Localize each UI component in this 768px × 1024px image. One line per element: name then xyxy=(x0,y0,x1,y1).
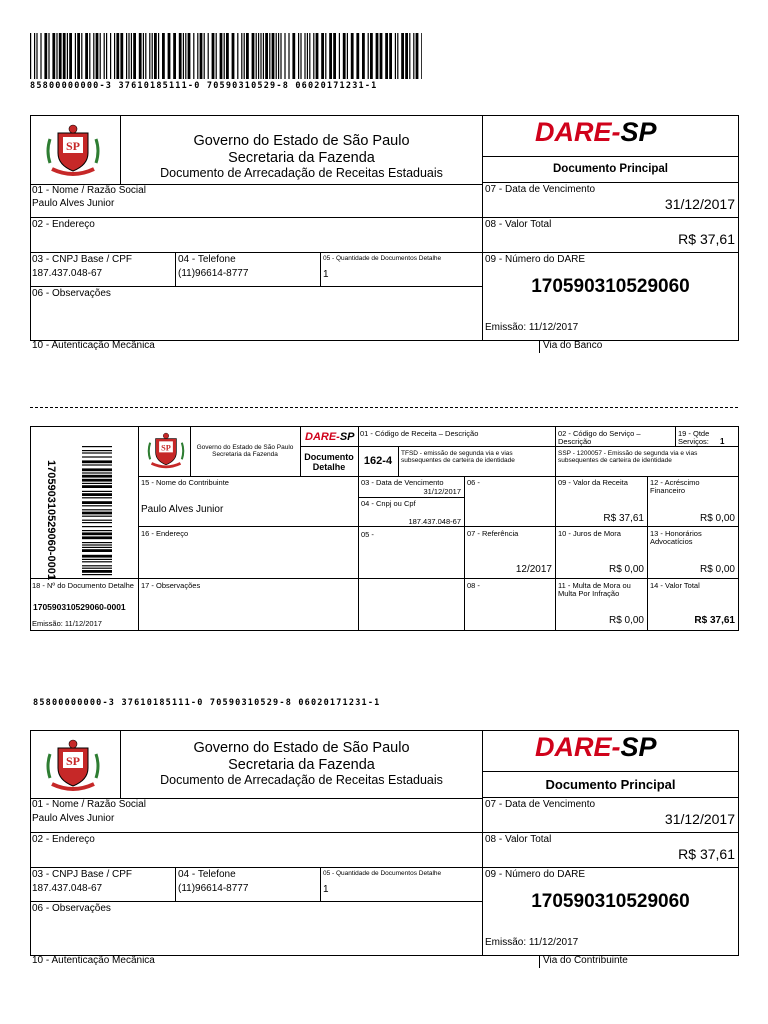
barcode-bar xyxy=(298,33,299,79)
barcode-bar xyxy=(82,530,112,531)
barcode-bar xyxy=(232,33,235,79)
label-nome: 01 - Nome / Razão Social xyxy=(32,185,146,196)
barcode-bar xyxy=(263,33,264,79)
barcode-bar xyxy=(126,33,127,79)
doc-detalhe-l2: Detalhe xyxy=(312,462,346,472)
det-header-gov: Governo do Estado de São Paulo xyxy=(196,444,294,451)
barcode-bar xyxy=(333,33,336,79)
det-label-08: 08 - xyxy=(467,581,480,590)
barcode-bar xyxy=(351,33,354,79)
header-gov: Governo do Estado de São Paulo xyxy=(193,133,410,149)
barcode-bar xyxy=(81,33,82,79)
barcode-bar xyxy=(321,33,324,79)
cut-line xyxy=(30,407,738,408)
barcode-bar xyxy=(82,464,112,465)
label-numero-dare-2: 09 - Número do DARE xyxy=(485,869,586,880)
barcode-bar xyxy=(82,565,112,566)
barcode-bar xyxy=(110,33,111,79)
barcode-bar xyxy=(143,33,144,79)
doc-detalhe-l1: Documento xyxy=(304,452,354,462)
det-label-14: 14 - Valor Total xyxy=(650,581,700,590)
barcode-bar xyxy=(244,33,245,79)
barcode-bar xyxy=(149,33,150,79)
det-value-12: R$ 0,00 xyxy=(699,513,735,524)
barcode-bar xyxy=(69,33,72,79)
header-doc: Documento de Arrecadação de Receitas Estaduais xyxy=(160,166,443,180)
barcode-bar xyxy=(96,33,99,79)
barcode-bar xyxy=(416,33,419,79)
codigo-receita: 162-4 xyxy=(363,455,393,467)
header-sec-2: Secretaria da Fazenda xyxy=(228,757,375,773)
value-valor-total-2: R$ 37,61 xyxy=(678,846,735,862)
det-label-04: 04 - Cnpj ou Cpf xyxy=(361,499,416,508)
det-label-16: 16 - Endereço xyxy=(141,529,189,538)
barcode-bar xyxy=(82,542,112,543)
barcode-bar xyxy=(82,501,112,504)
barcode-bar xyxy=(185,33,186,79)
sp-coat-of-arms-logo xyxy=(44,123,102,179)
barcode-digits-bottom: 85800000000-3 37610185111-0 70590310529-8 06020171231-1 xyxy=(33,698,381,708)
det-value-07: 12/2017 xyxy=(515,564,552,575)
label-autenticacao: 10 - Autenticação Mecânica xyxy=(32,340,155,351)
det-value-15: Paulo Alves Junior xyxy=(141,504,224,515)
barcode-bar xyxy=(168,33,171,79)
label-vencimento-2: 07 - Data de Vencimento xyxy=(485,799,596,810)
barcode-bar xyxy=(316,33,319,79)
barcode-bar xyxy=(82,574,112,575)
barcode-bar xyxy=(82,472,112,473)
barcode-bar xyxy=(82,532,112,535)
barcode-bar xyxy=(82,544,112,545)
barcode-bar xyxy=(208,33,209,79)
barcode-bar xyxy=(82,505,112,506)
barcode-bar xyxy=(82,555,112,558)
barcode-bar xyxy=(104,33,105,79)
barcode-bar xyxy=(82,526,112,527)
sp-coat-of-arms-logo-small xyxy=(146,431,186,471)
barcode-bar xyxy=(304,33,305,79)
svg-text:SP: SP xyxy=(65,139,81,153)
barcode-bar xyxy=(52,33,55,79)
barcode-bar xyxy=(237,33,238,79)
label-cpf-2: 03 - CNPJ Base / CPF xyxy=(32,869,133,880)
barcode-bar xyxy=(93,33,94,79)
value-qtde-docs-2: 1 xyxy=(323,884,329,895)
value-qtde-docs: 1 xyxy=(323,269,329,280)
label-nome-2: 01 - Nome / Razão Social xyxy=(32,799,146,810)
barcode-bar xyxy=(48,33,49,79)
barcode-bar xyxy=(376,33,379,79)
label-qtde-docs-2: 05 - Quantidade de Documentos Detalhe xyxy=(323,870,442,877)
barcode-bar xyxy=(173,33,176,79)
barcode-bar xyxy=(343,33,346,79)
barcode-bar xyxy=(82,509,112,510)
barcode-bar xyxy=(82,493,112,496)
barcode-bar xyxy=(183,33,184,79)
barcode-bar xyxy=(241,33,242,79)
value-cpf-2: 187.437.048-67 xyxy=(32,883,103,894)
barcode-bar xyxy=(329,33,332,79)
barcode-bar xyxy=(260,33,261,79)
det-label-01: 01 - Código de Receita – Descrição xyxy=(360,429,479,438)
barcode-bar xyxy=(405,33,408,79)
barcode-bar xyxy=(128,33,129,79)
det-label-17: 17 - Observações xyxy=(141,581,201,590)
barcode-bar xyxy=(30,33,31,79)
svg-text:SP: SP xyxy=(161,443,171,453)
label-telefone-2: 04 - Telefone xyxy=(178,869,236,880)
barcode-bar xyxy=(200,33,203,79)
det-value-11: R$ 0,00 xyxy=(608,615,644,626)
doc-principal-title: Documento Principal xyxy=(552,163,669,175)
via-contribuinte: Via do Contribuinte xyxy=(543,955,628,966)
det-value-03: 31/12/2017 xyxy=(423,487,461,496)
barcode-bar xyxy=(40,33,41,79)
barcode-bar xyxy=(44,33,47,79)
barcode-bar xyxy=(409,33,410,79)
value-cpf: 187.437.048-67 xyxy=(32,268,103,279)
barcode-bar xyxy=(63,33,66,79)
barcode-bar xyxy=(397,33,398,79)
barcode-bar xyxy=(288,33,289,79)
sp-coat-of-arms-logo-2 xyxy=(44,738,102,794)
barcode-bar xyxy=(82,516,112,517)
svg-text:SP: SP xyxy=(65,754,81,768)
label-telefone: 04 - Telefone xyxy=(178,254,236,265)
det-value-04: 187.437.048-67 xyxy=(408,517,461,526)
barcode-bar xyxy=(265,33,268,79)
barcode-bar xyxy=(389,33,392,79)
label-vencimento: 07 - Data de Vencimento xyxy=(485,184,596,195)
det-value-10: R$ 0,00 xyxy=(608,564,644,575)
barcode-bar xyxy=(421,33,422,79)
det-label-11: 11 - Multa de Mora ou Multa Por Infração xyxy=(558,581,631,598)
barcode-bar xyxy=(36,33,37,79)
det-header-sec: Secretaria da Fazenda xyxy=(212,451,278,458)
barcode-bar xyxy=(82,520,112,521)
via-banco: Via do Banco xyxy=(543,340,603,351)
barcode-bar xyxy=(309,33,310,79)
det-emissao: Emissão: 11/12/2017 xyxy=(32,619,102,628)
label-valor-total-2: 08 - Valor Total xyxy=(485,834,552,845)
det-label-19: 19 - Qtde Serviços: xyxy=(678,429,710,446)
label-qtde-docs: 05 - Quantidade de Documentos Detalhe xyxy=(323,255,442,262)
det-label-15: 15 - Nome do Contribuinte xyxy=(141,478,229,487)
barcode-bar xyxy=(85,33,88,79)
barcode-bar xyxy=(280,33,281,79)
barcode-bar xyxy=(224,33,225,79)
barcode-bar xyxy=(220,33,223,79)
det-label-06: 06 - xyxy=(467,478,480,487)
barcode-bar xyxy=(120,33,123,79)
barcode-bar xyxy=(82,491,112,492)
emissao-2: Emissão: 11/12/2017 xyxy=(485,937,579,948)
barcode-bar xyxy=(82,559,112,560)
barcode-bar xyxy=(370,33,373,79)
barcode-bar xyxy=(82,512,112,515)
barcode-bar xyxy=(188,33,191,79)
label-observacoes: 06 - Observações xyxy=(32,288,111,299)
barcode-bar xyxy=(413,33,414,79)
barcode-bar xyxy=(82,549,112,552)
barcode-bar xyxy=(276,33,277,79)
barcode-bar xyxy=(82,456,112,457)
barcode-bar xyxy=(401,33,404,79)
barcode-bar xyxy=(82,483,112,484)
barcode-bar xyxy=(139,33,142,79)
barcode-bar xyxy=(82,522,112,523)
barcode-bar xyxy=(82,452,112,453)
barcode-bar xyxy=(82,485,112,488)
barcode-bar xyxy=(82,450,112,451)
dare-sp-logo: DARE-SP xyxy=(535,117,657,147)
dare-sp-logo-2: DARE-SP xyxy=(535,732,657,762)
barcode-bar xyxy=(339,33,340,79)
barcode-bar xyxy=(212,33,215,79)
barcode-bar xyxy=(292,33,295,79)
value-telefone: (11)96614-8777 xyxy=(178,268,249,279)
barcode-bar xyxy=(106,33,107,79)
barcode-bar xyxy=(256,33,257,79)
det-label-10: 10 - Juros de Mora xyxy=(558,529,621,538)
value-vencimento: 31/12/2017 xyxy=(664,196,735,212)
barcode-bar xyxy=(380,33,383,79)
barcode-bar xyxy=(82,497,112,498)
det-tfsd: TFSD - emissão de segunda via e vias subsequentes de carteira de identidade xyxy=(401,450,515,464)
barcode-bar xyxy=(154,33,157,79)
barcode-bar xyxy=(82,460,112,463)
barcode-bar xyxy=(82,561,112,562)
value-numero-dare-2: 170590310529060 xyxy=(531,891,690,912)
barcode-bar xyxy=(356,33,359,79)
barcode-bar xyxy=(204,33,205,79)
det-ssp: SSP - 1200057 - Emissão de segunda via e vias subsequentes de carteira de identidade xyxy=(558,450,698,464)
barcode-bar xyxy=(59,33,62,79)
barcode-bar xyxy=(75,33,76,79)
barcode-bar xyxy=(116,33,119,79)
barcode-bar xyxy=(179,33,182,79)
det-label-07: 07 - Referência xyxy=(467,529,519,538)
barcode-bar xyxy=(300,33,301,79)
barcode-bar xyxy=(325,33,326,79)
barcode-bar xyxy=(226,33,229,79)
barcode-bar xyxy=(197,33,198,79)
barcode-bar xyxy=(284,33,285,79)
label-observacoes-2: 06 - Observações xyxy=(32,903,111,914)
barcode-bar xyxy=(152,33,153,79)
barcode-vertical xyxy=(82,446,112,576)
barcode-bar xyxy=(77,33,80,79)
label-autenticacao-2: 10 - Autenticação Mecânica xyxy=(32,955,155,966)
dare-sp-logo-small: DARE-SP xyxy=(305,431,355,443)
barcode-bar xyxy=(258,33,259,79)
barcode-bar xyxy=(162,33,165,79)
value-nome-2: Paulo Alves Junior xyxy=(32,813,115,824)
value-numero-dare: 170590310529060 xyxy=(531,276,690,297)
header-gov-2: Governo do Estado de São Paulo xyxy=(193,740,410,756)
label-numero-dare: 09 - Número do DARE xyxy=(485,254,586,265)
det-value-18: 170590310529060-0001 xyxy=(33,602,126,612)
barcode-digits-top: 85800000000-3 37610185111-0 70590310529-8 06020171231-1 xyxy=(30,81,378,91)
header-doc-2: Documento de Arrecadação de Receitas Estaduais xyxy=(160,773,443,787)
barcode-bar xyxy=(252,33,255,79)
label-valor-total: 08 - Valor Total xyxy=(485,219,552,230)
header-sec: Secretaria da Fazenda xyxy=(228,150,375,166)
barcode-bar xyxy=(82,468,112,471)
det-label-03: 03 - Data de Vencimento xyxy=(361,478,444,487)
barcode-bar xyxy=(269,33,270,79)
barcode-bar xyxy=(82,536,112,539)
barcode-bar xyxy=(131,33,132,79)
value-telefone-2: (11)96614-8777 xyxy=(178,883,249,894)
barcode-bar xyxy=(307,33,308,79)
det-value-14: R$ 37,61 xyxy=(694,615,735,626)
barcode-bar xyxy=(34,33,35,79)
barcode-bar xyxy=(158,33,159,79)
label-endereco-2: 02 - Endereço xyxy=(32,834,95,845)
barcode-bar xyxy=(82,570,112,573)
barcode-bar xyxy=(100,33,101,79)
barcode-bar xyxy=(368,33,369,79)
value-nome: Paulo Alves Junior xyxy=(32,198,115,209)
det-label-09: 09 - Valor da Receita xyxy=(558,478,628,487)
barcode-bar xyxy=(145,33,146,79)
det-value-13: R$ 0,00 xyxy=(699,564,735,575)
barcode-bar xyxy=(56,33,57,79)
det-value-09: R$ 37,61 xyxy=(603,513,644,524)
barcode-bar xyxy=(385,33,388,79)
det-label-05: 05 - xyxy=(361,530,374,539)
emissao: Emissão: 11/12/2017 xyxy=(485,322,579,333)
barcode-bar xyxy=(82,446,112,447)
barcode-bar xyxy=(216,33,217,79)
barcode-bar xyxy=(313,33,314,79)
barcode-bar xyxy=(89,33,90,79)
value-vencimento-2: 31/12/2017 xyxy=(664,811,735,827)
barcode-bar xyxy=(67,33,68,79)
det-label-02: 02 - Código do Serviço – Descrição xyxy=(558,429,641,446)
barcode-bar xyxy=(82,479,112,482)
barcode-bar xyxy=(193,33,194,79)
barcode-bar xyxy=(82,568,112,569)
det-label-18: 18 - Nº do Documento Detalhe xyxy=(32,581,134,590)
barcode-bar xyxy=(133,33,136,79)
barcode-bar xyxy=(347,33,348,79)
barcode-bar xyxy=(395,33,396,79)
barcode-bar xyxy=(82,475,112,478)
det-value-19: 1 xyxy=(720,437,725,446)
barcode-bar xyxy=(114,33,115,79)
det-label-12: 12 - Acréscimo Financeiro xyxy=(650,478,700,495)
barcode-bar xyxy=(278,33,279,79)
barcode-bar xyxy=(272,33,275,79)
barcode-bar xyxy=(362,33,365,79)
barcode-bar xyxy=(82,547,112,548)
side-doc-number: 170590310529060-0001 xyxy=(45,460,57,580)
doc-principal-title-2: Documento Principal xyxy=(545,777,676,792)
label-cpf: 03 - CNPJ Base / CPF xyxy=(32,254,133,265)
barcode-bar xyxy=(246,33,249,79)
det-label-13: 13 - Honorários Advocatícios xyxy=(650,529,702,546)
barcode-top xyxy=(30,33,422,79)
value-valor-total: R$ 37,61 xyxy=(678,231,735,247)
label-endereco: 02 - Endereço xyxy=(32,219,95,230)
